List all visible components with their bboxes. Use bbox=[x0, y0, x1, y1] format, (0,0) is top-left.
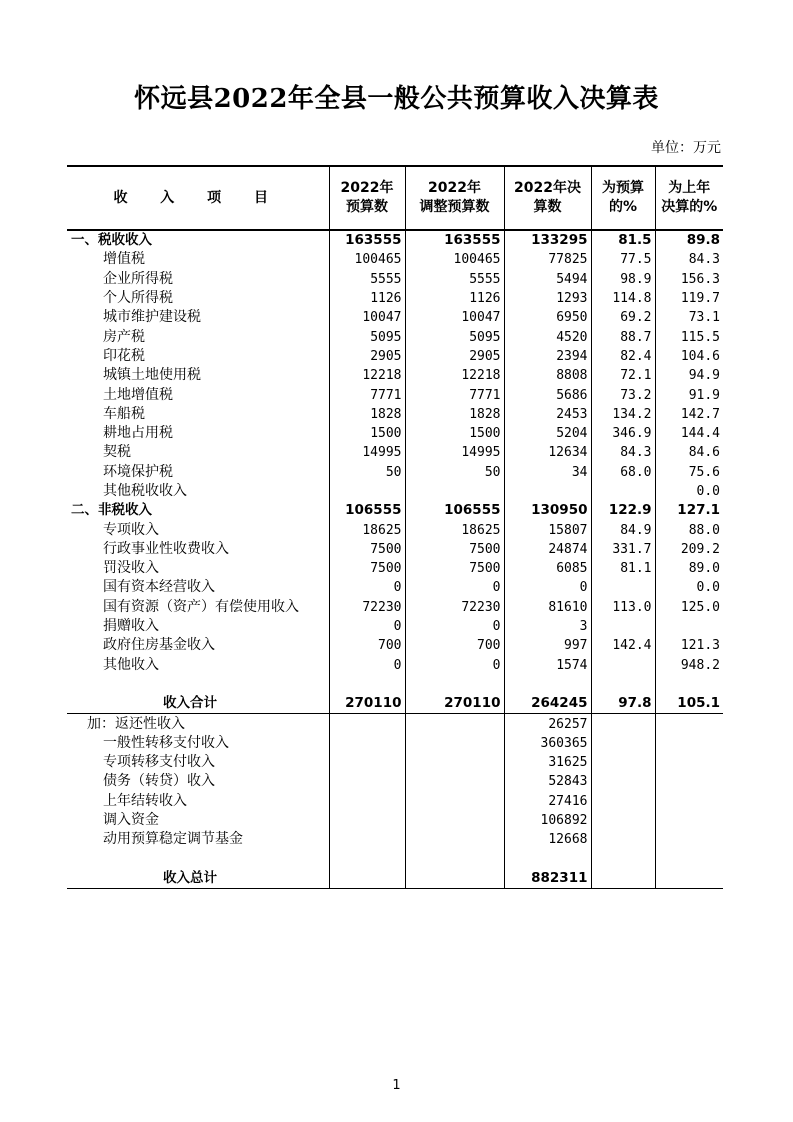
pct-last-cell: 84.6 bbox=[655, 443, 723, 462]
table-row bbox=[67, 617, 723, 636]
item-name-cell: 一、税收收入 bbox=[71, 232, 152, 249]
item-name-cell: 耕地占用税 bbox=[103, 425, 173, 442]
table-row bbox=[67, 289, 723, 308]
pct-last-cell: 88.0 bbox=[655, 520, 723, 539]
final-cell: 24874 bbox=[504, 540, 591, 559]
budget-cell: 7771 bbox=[329, 385, 405, 404]
item-name-cell: 个人所得税 bbox=[103, 290, 173, 307]
pct-last-cell: 94.9 bbox=[655, 366, 723, 385]
item-name-cell: 收入合计 bbox=[67, 694, 329, 714]
budget-cell: 12218 bbox=[329, 366, 405, 385]
pct-last-cell: 91.9 bbox=[655, 385, 723, 404]
item-name-cell: 调入资金 bbox=[103, 812, 159, 829]
pct-last-cell bbox=[655, 617, 723, 636]
pct-budget-cell: 97.8 bbox=[591, 694, 655, 714]
item-name-cell: 房产税 bbox=[103, 328, 145, 345]
adjusted-budget-cell: 700 bbox=[405, 636, 504, 655]
item-name-cell: 上年结转收入 bbox=[103, 792, 187, 809]
pct-last-cell bbox=[655, 772, 723, 791]
adjusted-budget-cell bbox=[405, 811, 504, 830]
pct-last-cell bbox=[655, 850, 723, 869]
pct-budget-cell bbox=[591, 617, 655, 636]
pct-budget-cell bbox=[591, 482, 655, 501]
pct-budget-cell: 331.7 bbox=[591, 540, 655, 559]
page-title: 怀远县2022年全县一般公共预算收入决算表 bbox=[134, 84, 659, 114]
table-row bbox=[67, 463, 723, 482]
pct-budget-cell: 114.8 bbox=[591, 289, 655, 308]
item-name-cell: 政府住房基金收入 bbox=[103, 637, 215, 654]
pct-budget-cell bbox=[591, 714, 655, 734]
table-row bbox=[67, 753, 723, 772]
table-row bbox=[67, 308, 723, 327]
header-pct-last: 为上年 决算的% bbox=[655, 166, 723, 230]
pct-last-cell: 84.3 bbox=[655, 250, 723, 269]
final-cell: 8808 bbox=[504, 366, 591, 385]
item-name-cell: 其他收入 bbox=[103, 656, 159, 673]
final-cell: 6085 bbox=[504, 559, 591, 578]
pct-budget-cell bbox=[591, 578, 655, 597]
budget-cell bbox=[329, 675, 405, 694]
final-cell: 27416 bbox=[504, 792, 591, 811]
pct-last-cell: 89.0 bbox=[655, 559, 723, 578]
pct-last-cell: 209.2 bbox=[655, 540, 723, 559]
pct-last-cell: 0.0 bbox=[655, 578, 723, 597]
item-name-cell: 增值税 bbox=[103, 251, 145, 268]
pct-last-cell bbox=[655, 714, 723, 734]
final-cell: 5494 bbox=[504, 270, 591, 289]
pct-last-cell bbox=[655, 830, 723, 849]
adjusted-budget-cell: 0 bbox=[405, 617, 504, 636]
header-adjusted: 2022年 调整预算数 bbox=[405, 166, 504, 230]
budget-cell bbox=[329, 772, 405, 791]
budget-cell bbox=[329, 714, 405, 734]
final-cell: 1574 bbox=[504, 656, 591, 675]
item-name-cell: 环境保护税 bbox=[103, 463, 173, 480]
budget-cell: 2905 bbox=[329, 347, 405, 366]
table-row bbox=[67, 636, 723, 655]
table-row bbox=[67, 656, 723, 675]
pct-budget-cell: 81.1 bbox=[591, 559, 655, 578]
final-cell: 2394 bbox=[504, 347, 591, 366]
budget-cell: 1500 bbox=[329, 424, 405, 443]
item-name-cell: 土地增值税 bbox=[103, 386, 173, 403]
adjusted-budget-cell: 0 bbox=[405, 578, 504, 597]
final-cell: 997 bbox=[504, 636, 591, 655]
header-item: 收 入 项 目 bbox=[67, 166, 329, 230]
item-name-cell bbox=[67, 850, 329, 869]
budget-cell: 163555 bbox=[329, 230, 405, 250]
pct-last-cell bbox=[655, 675, 723, 694]
pct-budget-cell bbox=[591, 753, 655, 772]
table-header-row bbox=[67, 166, 723, 230]
pct-last-cell: 948.2 bbox=[655, 656, 723, 675]
pct-budget-cell bbox=[591, 656, 655, 675]
item-name-cell: 加：返还性收入 bbox=[87, 715, 185, 732]
item-name-cell: 国有资源（资产）有偿使用收入 bbox=[103, 598, 299, 615]
budget-cell: 0 bbox=[329, 656, 405, 675]
item-name-cell: 企业所得税 bbox=[103, 270, 173, 287]
budget-cell: 50 bbox=[329, 463, 405, 482]
item-name-cell: 国有资本经营收入 bbox=[103, 579, 215, 596]
table-row bbox=[67, 714, 723, 734]
item-name-cell: 债务（转贷）收入 bbox=[103, 773, 215, 790]
pct-budget-cell bbox=[591, 850, 655, 869]
pct-budget-cell: 82.4 bbox=[591, 347, 655, 366]
pct-last-cell bbox=[655, 869, 723, 889]
pct-budget-cell: 88.7 bbox=[591, 327, 655, 346]
table-row bbox=[67, 830, 723, 849]
item-name-cell: 收入总计 bbox=[67, 869, 329, 889]
final-cell: 77825 bbox=[504, 250, 591, 269]
pct-budget-cell bbox=[591, 830, 655, 849]
pct-budget-cell: 134.2 bbox=[591, 405, 655, 424]
header-budget: 2022年 预算数 bbox=[329, 166, 405, 230]
table-row bbox=[67, 405, 723, 424]
budget-cell bbox=[329, 850, 405, 869]
adjusted-budget-cell: 270110 bbox=[405, 694, 504, 714]
pct-last-cell: 156.3 bbox=[655, 270, 723, 289]
adjusted-budget-cell: 12218 bbox=[405, 366, 504, 385]
adjusted-budget-cell: 0 bbox=[405, 656, 504, 675]
pct-budget-cell: 142.4 bbox=[591, 636, 655, 655]
adjusted-budget-cell: 7500 bbox=[405, 559, 504, 578]
table-row bbox=[67, 772, 723, 791]
pct-budget-cell bbox=[591, 734, 655, 753]
table-row bbox=[67, 347, 723, 366]
pct-budget-cell bbox=[591, 792, 655, 811]
adjusted-budget-cell bbox=[405, 869, 504, 889]
adjusted-budget-cell: 100465 bbox=[405, 250, 504, 269]
table-row bbox=[67, 482, 723, 501]
pct-budget-cell bbox=[591, 772, 655, 791]
pct-budget-cell: 84.3 bbox=[591, 443, 655, 462]
budget-cell: 100465 bbox=[329, 250, 405, 269]
pct-last-cell: 104.6 bbox=[655, 347, 723, 366]
pct-last-cell: 144.4 bbox=[655, 424, 723, 443]
table-row bbox=[67, 869, 723, 889]
item-name-cell: 捐赠收入 bbox=[103, 618, 159, 635]
budget-cell: 10047 bbox=[329, 308, 405, 327]
header-pct-budget: 为预算 的% bbox=[591, 166, 655, 230]
pct-budget-cell: 77.5 bbox=[591, 250, 655, 269]
table-row bbox=[67, 385, 723, 404]
pct-last-cell: 115.5 bbox=[655, 327, 723, 346]
adjusted-budget-cell bbox=[405, 734, 504, 753]
adjusted-budget-cell bbox=[405, 675, 504, 694]
budget-cell bbox=[329, 753, 405, 772]
table-row bbox=[67, 811, 723, 830]
adjusted-budget-cell: 5095 bbox=[405, 327, 504, 346]
adjusted-budget-cell: 18625 bbox=[405, 520, 504, 539]
budget-cell: 1126 bbox=[329, 289, 405, 308]
budget-cell: 72230 bbox=[329, 598, 405, 617]
table-row bbox=[67, 578, 723, 597]
adjusted-budget-cell bbox=[405, 714, 504, 734]
pct-budget-cell: 113.0 bbox=[591, 598, 655, 617]
adjusted-budget-cell: 1500 bbox=[405, 424, 504, 443]
item-name-cell: 专项收入 bbox=[103, 521, 159, 538]
adjusted-budget-cell bbox=[405, 482, 504, 501]
pct-last-cell: 0.0 bbox=[655, 482, 723, 501]
budget-cell: 700 bbox=[329, 636, 405, 655]
final-cell: 12634 bbox=[504, 443, 591, 462]
item-name-cell: 二、非税收入 bbox=[71, 502, 152, 519]
final-cell: 34 bbox=[504, 463, 591, 482]
pct-budget-cell bbox=[591, 675, 655, 694]
adjusted-budget-cell: 10047 bbox=[405, 308, 504, 327]
adjusted-budget-cell: 7771 bbox=[405, 385, 504, 404]
budget-cell: 106555 bbox=[329, 501, 405, 520]
adjusted-budget-cell: 50 bbox=[405, 463, 504, 482]
pct-last-cell: 127.1 bbox=[655, 501, 723, 520]
final-cell: 26257 bbox=[504, 714, 591, 734]
item-name-cell: 专项转移支付收入 bbox=[103, 754, 215, 771]
item-name-cell: 罚没收入 bbox=[103, 560, 159, 577]
item-name-cell: 城市维护建设税 bbox=[103, 309, 201, 326]
unit-label: 单位：万元 bbox=[651, 140, 721, 156]
pct-last-cell: 73.1 bbox=[655, 308, 723, 327]
adjusted-budget-cell: 72230 bbox=[405, 598, 504, 617]
item-name-cell: 其他税收收入 bbox=[103, 483, 187, 499]
adjusted-budget-cell: 14995 bbox=[405, 443, 504, 462]
pct-budget-cell: 122.9 bbox=[591, 501, 655, 520]
final-cell: 2453 bbox=[504, 405, 591, 424]
table-row bbox=[67, 520, 723, 539]
final-cell: 3 bbox=[504, 617, 591, 636]
pct-budget-cell: 72.1 bbox=[591, 366, 655, 385]
page-number: 1 bbox=[392, 1078, 401, 1093]
final-cell: 106892 bbox=[504, 811, 591, 830]
table-row bbox=[67, 230, 723, 250]
final-cell: 0 bbox=[504, 578, 591, 597]
pct-budget-cell bbox=[591, 869, 655, 889]
table-row bbox=[67, 366, 723, 385]
final-cell: 5686 bbox=[504, 385, 591, 404]
budget-cell bbox=[329, 792, 405, 811]
final-cell: 4520 bbox=[504, 327, 591, 346]
final-cell bbox=[504, 850, 591, 869]
pct-budget-cell: 73.2 bbox=[591, 385, 655, 404]
budget-cell bbox=[329, 869, 405, 889]
budget-cell: 270110 bbox=[329, 694, 405, 714]
table-row bbox=[67, 327, 723, 346]
table-row bbox=[67, 694, 723, 714]
adjusted-budget-cell: 7500 bbox=[405, 540, 504, 559]
budget-cell: 5095 bbox=[329, 327, 405, 346]
table-row bbox=[67, 250, 723, 269]
revenue-table bbox=[67, 165, 723, 889]
final-cell: 882311 bbox=[504, 869, 591, 889]
pct-budget-cell: 81.5 bbox=[591, 230, 655, 250]
budget-cell: 18625 bbox=[329, 520, 405, 539]
budget-cell: 7500 bbox=[329, 559, 405, 578]
item-name-cell: 契税 bbox=[103, 444, 131, 461]
table-row bbox=[67, 675, 723, 694]
table-row bbox=[67, 734, 723, 753]
final-cell: 6950 bbox=[504, 308, 591, 327]
adjusted-budget-cell: 5555 bbox=[405, 270, 504, 289]
adjusted-budget-cell bbox=[405, 753, 504, 772]
table-row bbox=[67, 559, 723, 578]
item-name-cell bbox=[67, 675, 329, 694]
adjusted-budget-cell: 2905 bbox=[405, 347, 504, 366]
budget-cell: 0 bbox=[329, 578, 405, 597]
pct-last-cell bbox=[655, 811, 723, 830]
final-cell bbox=[504, 482, 591, 501]
adjusted-budget-cell bbox=[405, 792, 504, 811]
final-cell: 5204 bbox=[504, 424, 591, 443]
budget-cell bbox=[329, 734, 405, 753]
adjusted-budget-cell bbox=[405, 850, 504, 869]
table-row bbox=[67, 501, 723, 520]
final-cell: 264245 bbox=[504, 694, 591, 714]
pct-last-cell: 105.1 bbox=[655, 694, 723, 714]
final-cell: 81610 bbox=[504, 598, 591, 617]
budget-cell: 0 bbox=[329, 617, 405, 636]
final-cell: 12668 bbox=[504, 830, 591, 849]
budget-cell: 14995 bbox=[329, 443, 405, 462]
pct-last-cell bbox=[655, 734, 723, 753]
pct-last-cell: 119.7 bbox=[655, 289, 723, 308]
final-cell bbox=[504, 675, 591, 694]
pct-budget-cell: 68.0 bbox=[591, 463, 655, 482]
final-cell: 15807 bbox=[504, 520, 591, 539]
adjusted-budget-cell bbox=[405, 830, 504, 849]
item-name-cell: 车船税 bbox=[103, 405, 145, 422]
table-row bbox=[67, 424, 723, 443]
item-name-cell: 一般性转移支付收入 bbox=[103, 734, 229, 751]
adjusted-budget-cell: 106555 bbox=[405, 501, 504, 520]
budget-cell bbox=[329, 811, 405, 830]
budget-cell: 7500 bbox=[329, 540, 405, 559]
pct-budget-cell: 98.9 bbox=[591, 270, 655, 289]
pct-budget-cell: 84.9 bbox=[591, 520, 655, 539]
adjusted-budget-cell: 1828 bbox=[405, 405, 504, 424]
final-cell: 360365 bbox=[504, 734, 591, 753]
adjusted-budget-cell: 1126 bbox=[405, 289, 504, 308]
budget-cell bbox=[329, 830, 405, 849]
item-name-cell: 行政事业性收费收入 bbox=[103, 540, 229, 557]
final-cell: 31625 bbox=[504, 753, 591, 772]
budget-cell: 5555 bbox=[329, 270, 405, 289]
budget-cell: 1828 bbox=[329, 405, 405, 424]
header-final: 2022年决 算数 bbox=[504, 166, 591, 230]
pct-last-cell: 142.7 bbox=[655, 405, 723, 424]
item-name-cell: 动用预算稳定调节基金 bbox=[103, 831, 243, 848]
pct-budget-cell: 346.9 bbox=[591, 424, 655, 443]
table-row bbox=[67, 540, 723, 559]
pct-budget-cell bbox=[591, 811, 655, 830]
table-row bbox=[67, 443, 723, 462]
pct-last-cell: 89.8 bbox=[655, 230, 723, 250]
item-name-cell: 城镇土地使用税 bbox=[103, 367, 201, 384]
pct-last-cell: 125.0 bbox=[655, 598, 723, 617]
pct-last-cell bbox=[655, 753, 723, 772]
final-cell: 130950 bbox=[504, 501, 591, 520]
table-row bbox=[67, 850, 723, 869]
final-cell: 52843 bbox=[504, 772, 591, 791]
pct-budget-cell: 69.2 bbox=[591, 308, 655, 327]
adjusted-budget-cell bbox=[405, 772, 504, 791]
item-name-cell: 印花税 bbox=[103, 347, 145, 364]
table-row bbox=[67, 598, 723, 617]
pct-last-cell bbox=[655, 792, 723, 811]
table-row bbox=[67, 270, 723, 289]
pct-last-cell: 121.3 bbox=[655, 636, 723, 655]
adjusted-budget-cell: 163555 bbox=[405, 230, 504, 250]
final-cell: 133295 bbox=[504, 230, 591, 250]
final-cell: 1293 bbox=[504, 289, 591, 308]
budget-cell bbox=[329, 482, 405, 501]
pct-last-cell: 75.6 bbox=[655, 463, 723, 482]
table-row bbox=[67, 792, 723, 811]
